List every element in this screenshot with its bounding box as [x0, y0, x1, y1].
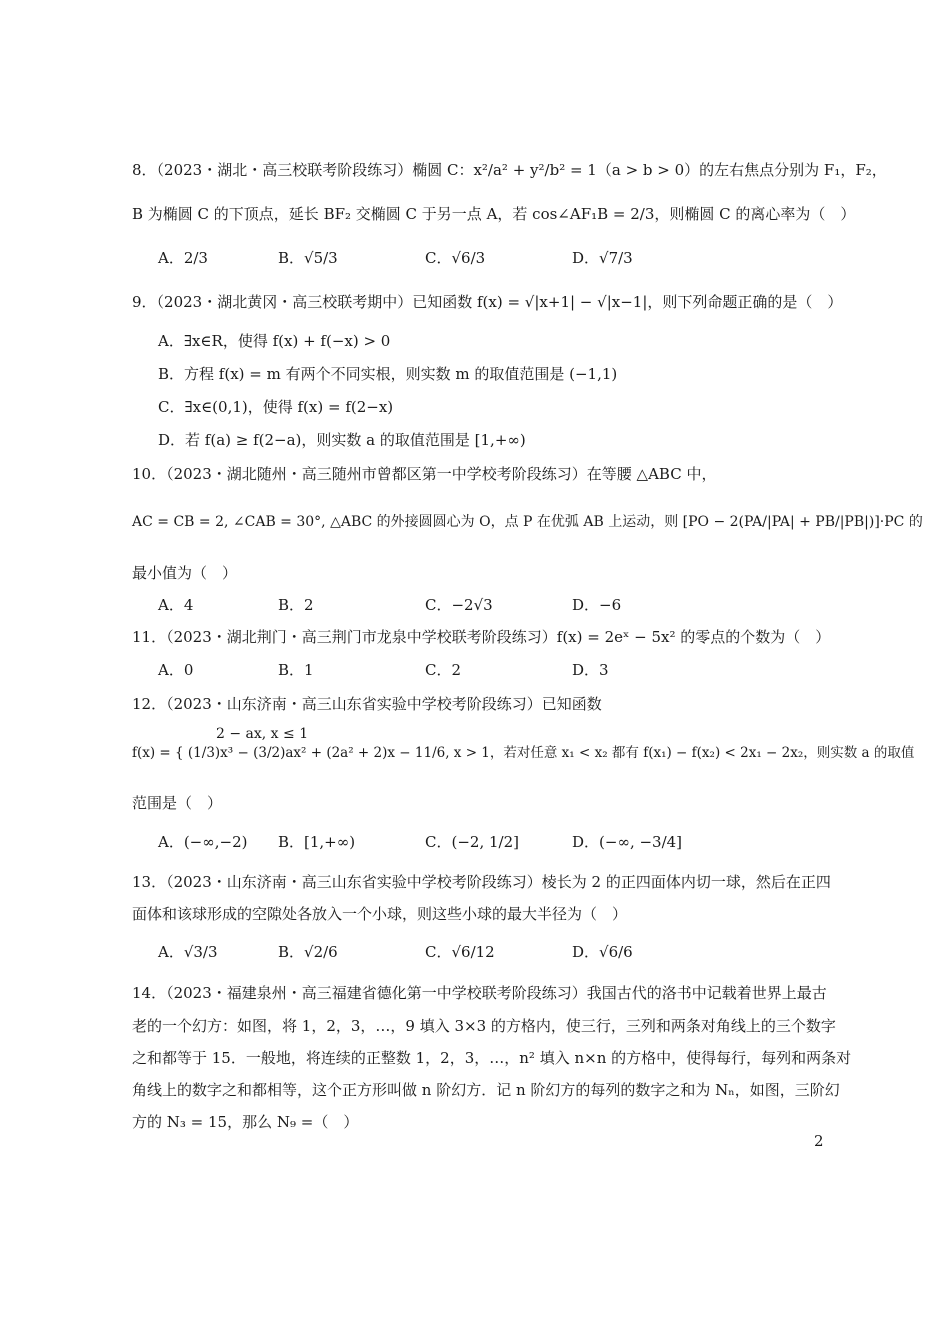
q10-options	[158, 595, 798, 615]
q10-stem-line2: AC = CB = 2, ∠CAB = 30°, △ABC 的外接圆圆心为 O，点 P 在优弧 AB 上运动，则 [PO − 2(PA/|PA| + PB/|PB|)]·PC 的	[132, 514, 923, 530]
q10-stem-line1: 10．（2023・湖北随州・高三随州市曾都区第一中学校考阶段练习）在等腰 △ABC 中，	[132, 465, 717, 483]
q13-option-d: D．√6/6	[572, 943, 633, 961]
q14-stem-line1: 14．（2023・福建泉州・高三福建省德化第一中学校联考阶段练习）我国古代的洛书中记载着世界上最古	[132, 984, 827, 1002]
q13-option-b: B．√2/6	[278, 943, 338, 961]
q10-option-a: A．4	[158, 596, 194, 614]
q10-option-d: D．−6	[572, 596, 622, 614]
q13-stem-line1: 13．（2023・山东济南・高三山东省实验中学校考阶段练习）棱长为 2 的正四面体内切一球，然后在正四	[132, 873, 831, 891]
q12-option-b: B．[1,+∞)	[278, 833, 356, 851]
q8-option-a: A．2/3	[158, 249, 208, 267]
q9-option-a: A．∃x∈R，使得 f(x) + f(−x) > 0	[158, 332, 391, 350]
q8-options	[158, 248, 798, 268]
q9-stem-line1: 9．（2023・湖北黄冈・高三校联考期中）已知函数 f(x) = √|x+1| − √|x−1|，则下列命题正确的是（ ）	[132, 293, 843, 311]
q13-stem-line2: 面体和该球形成的空隙处各放入一个小球，则这些小球的最大半径为（ ）	[132, 905, 628, 923]
q12-stem-line2: f(x) = { (1/3)x³ − (3/2)ax² + (2a² + 2)x − 11/6, x > 1，若对任意 x₁ < x₂ 都有 f(x₁) − f(x₂) < 2x₁ − 2x₂，则实数 a 的取值	[132, 745, 915, 761]
q8-stem-line2: B 为椭圆 C 的下顶点，延长 BF₂ 交椭圆 C 于另一点 A，若 cos∠AF₁B = 2/3，则椭圆 C 的离心率为（ ）	[132, 205, 856, 223]
q12-stem-line3: 范围是（ ）	[132, 794, 223, 812]
q13-option-a: A．√3/3	[158, 943, 218, 961]
q10-option-c: C．−2√3	[425, 596, 493, 614]
q14-stem-line2: 老的一个幻方：如图，将 1，2，3，…，9 填入 3×3 的方格内，使三行，三列和两条对角线上的三个数字	[132, 1017, 836, 1035]
q11-option-c: C．2	[425, 661, 462, 679]
q12-option-a: A．(−∞,−2)	[158, 833, 248, 851]
q11-options	[158, 660, 798, 680]
q11-stem-line1: 11．（2023・湖北荆门・高三荆门市龙泉中学校联考阶段练习）f(x) = 2eˣ − 5x² 的零点的个数为（ ）	[132, 628, 831, 646]
q12-piecewise-top: 2 − ax, x ≤ 1	[132, 726, 309, 742]
q11-option-d: D．3	[572, 661, 609, 679]
q9-option-b: B．方程 f(x) = m 有两个不同实根，则实数 m 的取值范围是 (−1,1)	[158, 365, 618, 383]
q8-option-d: D．√7/3	[572, 249, 633, 267]
q14-stem-line5: 方的 N₃ = 15，那么 N₉ =（ ）	[132, 1113, 359, 1131]
q11-option-a: A．0	[158, 661, 194, 679]
q10-option-b: B．2	[278, 596, 314, 614]
q8-option-c: C．√6/3	[425, 249, 486, 267]
q10-stem-line3: 最小值为（ ）	[132, 564, 238, 582]
q8-stem-line1: 8．（2023・湖北・高三校联考阶段练习）椭圆 C：x²/a² + y²/b² = 1（a > b > 0）的左右焦点分别为 F₁，F₂，	[132, 161, 887, 179]
q14-stem-line4: 角线上的数字之和都相等，这个正方形叫做 n 阶幻方．记 n 阶幻方的每列的数字之和为 Nₙ，如图，三阶幻	[132, 1081, 840, 1099]
q12-option-c: C．(−2, 1/2]	[425, 833, 519, 851]
q12-options	[158, 832, 798, 852]
q13-option-c: C．√6/12	[425, 943, 495, 961]
q13-options	[158, 942, 798, 962]
q12-stem-line1: 12．（2023・山东济南・高三山东省实验中学校考阶段练习）已知函数	[132, 695, 602, 713]
q8-option-b: B．√5/3	[278, 249, 338, 267]
q11-option-b: B．1	[278, 661, 314, 679]
q9-option-c: C．∃x∈(0,1)，使得 f(x) = f(2−x)	[158, 398, 394, 416]
q12-option-d: D．(−∞, −3/4]	[572, 833, 683, 851]
q9-option-d: D．若 f(a) ≥ f(2−a)，则实数 a 的取值范围是 [1,+∞)	[158, 431, 526, 449]
q14-stem-line3: 之和都等于 15．一般地，将连续的正整数 1，2，3，…，n² 填入 n×n 的方格中，使得每行，每列和两条对	[132, 1049, 852, 1067]
page-number: 2	[814, 1132, 824, 1150]
